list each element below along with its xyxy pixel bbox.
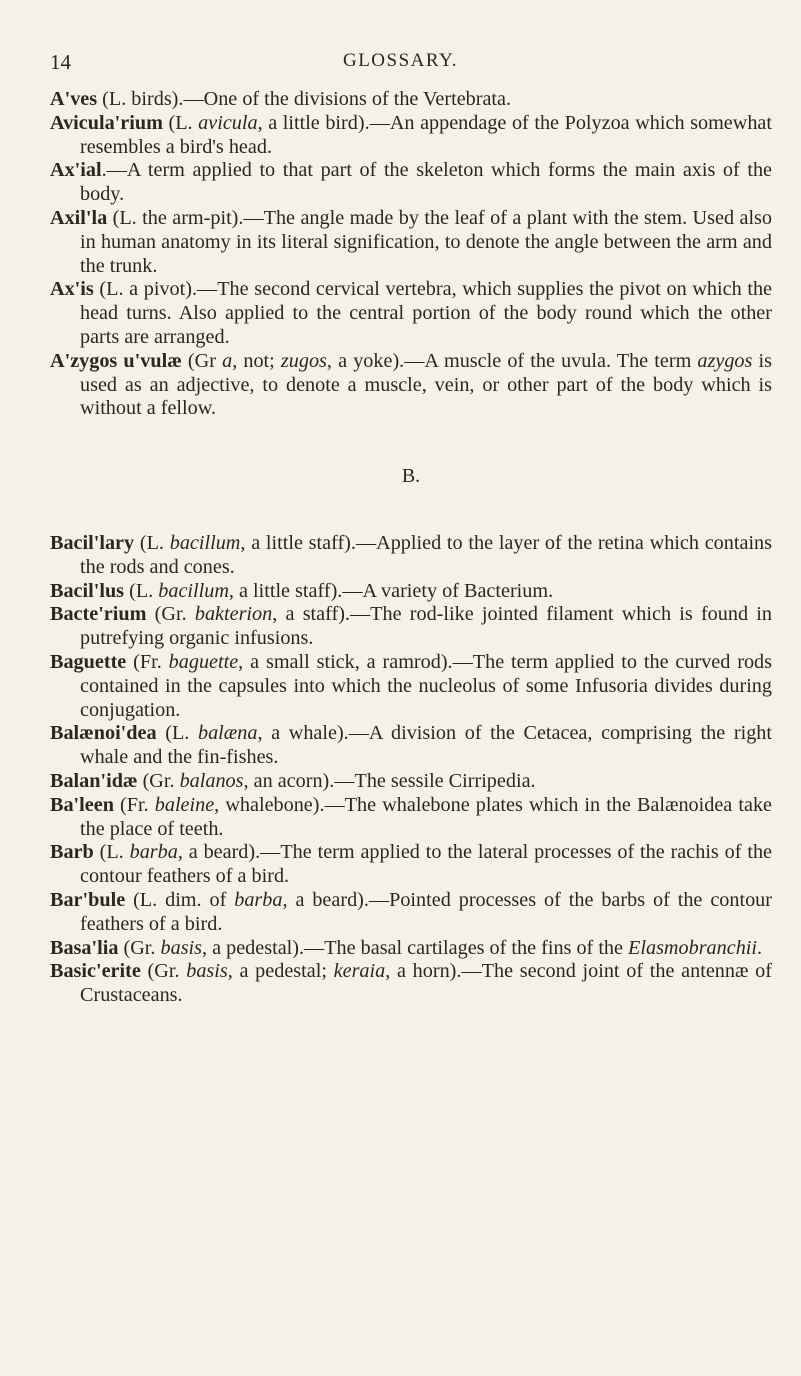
entry-term: Avicula'rium (50, 111, 163, 134)
glossary-entry: Basic'erite (Gr. basis, a pedestal; keraia, a horn).—The second joint of the antennæ of Crustaceans. (50, 960, 772, 1007)
glossary-entry: Barb (L. barba, a beard).—The term applied to the lateral processes of the rachis of the contour feathers of a bird. (50, 841, 773, 888)
entry-term: Bacil'lary (50, 531, 135, 554)
entry-term: Axil'la (50, 206, 108, 229)
entry-term: Baguette (50, 650, 127, 673)
section-b (50, 532, 772, 1008)
glossary-entry: Ba'leen (Fr. baleine, whalebone).—The whalebone plates which in the Balænoidea take the place of teeth. (50, 793, 772, 840)
glossary-entry: Basa'lia (Gr. basis, a pedestal).—The basal cartilages of the fins of the Elasmobranchii. (50, 936, 763, 959)
entry-term: Bacte'rium (50, 603, 147, 626)
glossary-entry: Bacil'lus (L. bacillum, a little staff).—A variety of Bacterium. (50, 579, 554, 602)
glossary-entry: Bacte'rium (Gr. bakterion, a staff).—The rod-like jointed filament which is found in putrefying organic infusions. (50, 603, 772, 650)
entry-term: Ax'is (50, 278, 94, 301)
entry-term: Bar'bule (50, 888, 126, 911)
section-a (50, 88, 772, 421)
glossary-entry: A'zygos u'vulæ (Gr a, not; zugos, a yoke).—A muscle of the uvula. The term azygos is used as an adjective, to denote a muscle, vein, or other part of the body which is without a fellow. (50, 349, 772, 420)
glossary-entry: Ax'is (L. a pivot).—The second cervical vertebra, which supplies the pivot on which the head turns. Also applied to the central portion of the body round which the other parts are arranged. (50, 278, 772, 348)
glossary-entry: Avicula'rium (L. avicula, a little bird).—An appendage of the Polyzoa which somewhat resembles a bird's head. (50, 111, 772, 158)
glossary-entry: Balan'idæ (Gr. balanos, an acorn).—The sessile Cirripedia. (50, 769, 536, 792)
entry-term: Bacil'lus (50, 579, 125, 602)
entry-term: A'ves (50, 88, 98, 110)
glossary-entry: Balænoi'dea (L. balæna, a whale).—A division of the Cetacea, comprising the right whale and the fin-fishes. (50, 722, 772, 769)
entry-term: Ax'ial (50, 159, 102, 182)
page-number: 14 (50, 50, 71, 74)
entry-term: Balan'idæ (50, 769, 138, 792)
entry-term: Balænoi'dea (50, 722, 157, 745)
entry-term: Ba'leen (50, 793, 114, 816)
glossary-entry: Baguette (Fr. baguette, a small stick, a ramrod).—The term applied to the curved rods contained in the capsules into which the nucleolus of some Infusoria divides during conjugation. (50, 650, 773, 721)
entry-term: Basa'lia (50, 936, 119, 959)
section-letter-b: B. (401, 465, 421, 488)
entry-term: Basic'erite (50, 960, 141, 983)
glossary-entry: Ax'ial.—A term applied to that part of the skeleton which forms the main axis of the body. (50, 159, 772, 206)
running-head: GLOSSARY. (342, 50, 459, 71)
glossary-content (50, 88, 772, 1008)
glossary-entry: Axil'la (L. the arm-pit).—The angle made by the leaf of a plant with the stem. Used also in human anatomy in its literal signification, to denote the angle between the arm and the trunk. (50, 206, 772, 277)
entry-term: A'zygos u'vulæ (50, 349, 182, 372)
glossary-entry: Bacil'lary (L. bacillum, a little staff).—Applied to the layer of the retina which contains the rods and cones. (50, 531, 772, 578)
page-header (0, 50, 801, 80)
glossary-entry: Bar'bule (L. dim. of barba, a beard).—Pointed processes of the barbs of the contour feathers of a bird. (50, 888, 772, 935)
entry-term: Barb (50, 841, 94, 864)
glossary-entry: A'ves (L. birds).—One of the divisions of the Vertebrata. (50, 88, 512, 110)
